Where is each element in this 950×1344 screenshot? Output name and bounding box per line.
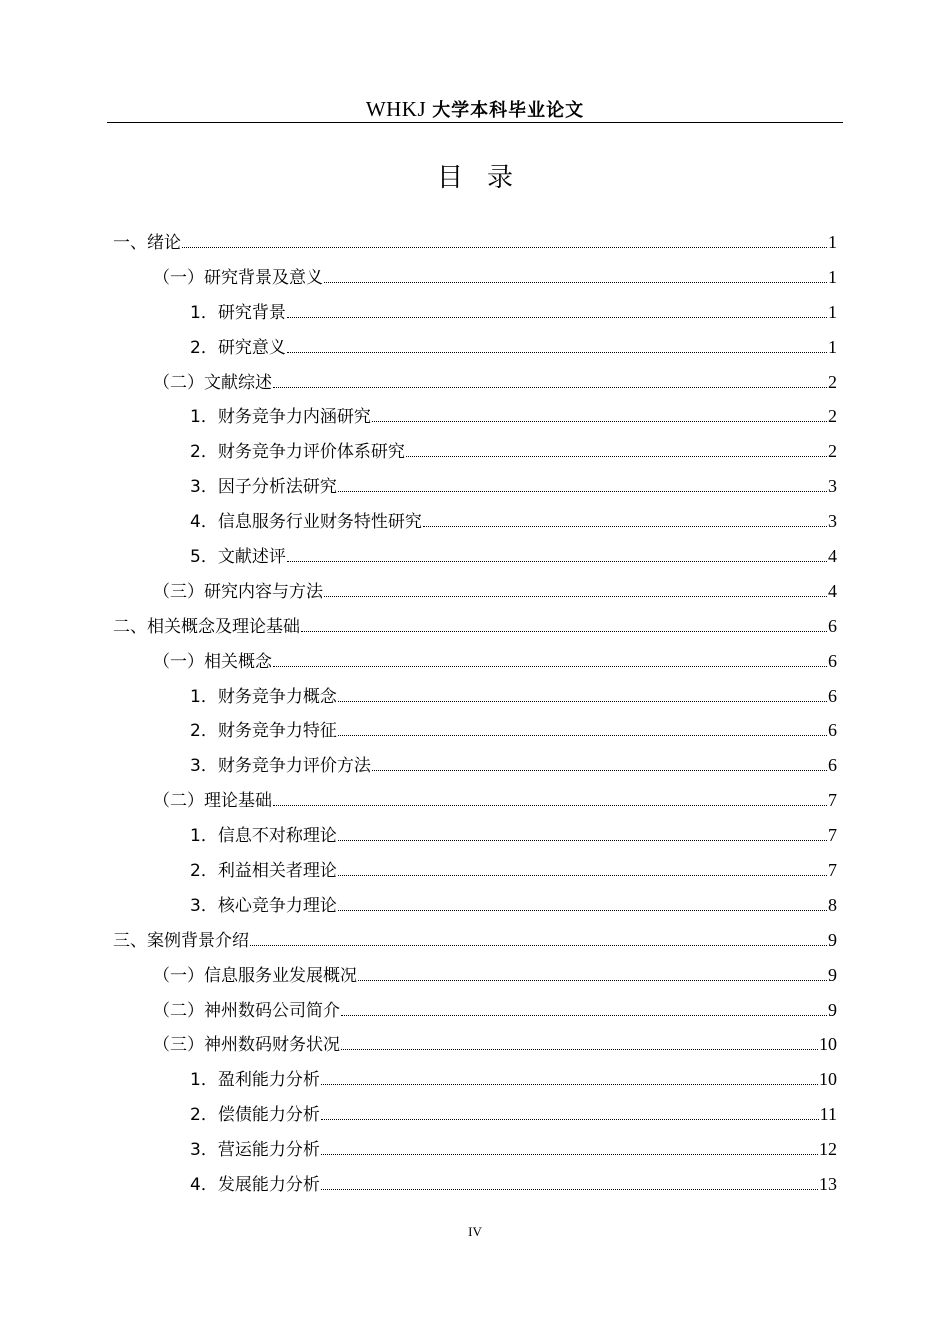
toc-entry-title: 2．财务竞争力特征 (190, 721, 337, 742)
toc-dot-leader (273, 387, 827, 388)
toc-entry-title: （二）文献综述 (153, 372, 272, 393)
toc-entry-title: 1．财务竞争力概念 (190, 686, 337, 707)
toc-entry-title: 三、案例背景介绍 (113, 930, 249, 951)
toc-dot-leader (321, 1119, 819, 1120)
toc-entry-page: 2 (828, 371, 837, 392)
toc-dot-leader (372, 421, 827, 422)
toc-entry-title: （一）相关概念 (153, 651, 272, 672)
toc-entry-title: 4．信息服务行业财务特性研究 (190, 512, 422, 533)
toc-entry-page: 11 (819, 1104, 837, 1125)
toc-dot-leader (321, 1154, 818, 1155)
toc-entry[interactable] (113, 1167, 837, 1202)
toc-entry[interactable] (113, 1132, 837, 1167)
toc-dot-leader (423, 526, 827, 527)
toc-entry-title: 3．因子分析法研究 (190, 477, 337, 498)
toc-entry-page: 4 (828, 580, 837, 601)
toc-dot-leader (273, 805, 827, 806)
header-rule (107, 122, 843, 123)
toc-entry[interactable] (113, 1027, 837, 1062)
toc-dot-leader (338, 735, 827, 736)
toc-entry-title: 3．财务竞争力评价方法 (190, 756, 371, 777)
toc-entry-title: （一）研究背景及意义 (153, 267, 323, 288)
toc-entry[interactable] (113, 993, 837, 1028)
toc-entry[interactable] (113, 853, 837, 888)
toc-entry-title: 4．发展能力分析 (190, 1175, 320, 1196)
toc-entry-title: （二）理论基础 (153, 791, 272, 812)
toc-dot-leader (250, 945, 827, 946)
toc-dot-leader (338, 491, 827, 492)
toc-entry[interactable] (113, 539, 837, 574)
toc-dot-leader (338, 701, 827, 702)
toc-dot-leader (324, 596, 827, 597)
toc-entry[interactable] (113, 260, 837, 295)
toc-entry[interactable] (113, 225, 837, 260)
toc-entry-page: 7 (828, 790, 837, 811)
running-header (107, 96, 843, 122)
toc-entry[interactable] (113, 713, 837, 748)
toc-dot-leader (287, 352, 827, 353)
toc-dot-leader (287, 561, 827, 562)
toc-entry-title: 1．财务竞争力内涵研究 (190, 407, 371, 428)
toc-entry-page: 1 (828, 301, 837, 322)
toc-entry-title: 3．核心竞争力理论 (190, 895, 337, 916)
toc-entry-title: 1．信息不对称理论 (190, 826, 337, 847)
toc-dot-leader (406, 456, 827, 457)
toc-entry[interactable] (113, 818, 837, 853)
toc-entry-page: 2 (828, 441, 837, 462)
toc-entry[interactable] (113, 365, 837, 400)
toc-dot-leader (182, 247, 827, 248)
toc-entry-page: 6 (828, 615, 837, 636)
toc-entry-page: 7 (828, 860, 837, 881)
header-university-thesis: 大学本科毕业论文 (432, 100, 585, 121)
toc-dot-leader (341, 1015, 827, 1016)
toc-dot-leader (338, 840, 827, 841)
toc-entry-title: 2．财务竞争力评价体系研究 (190, 442, 405, 463)
toc-entry-title: 2．研究意义 (190, 337, 286, 358)
toc-entry-title: 一、绪论 (113, 233, 181, 253)
toc-dot-leader (321, 1189, 818, 1190)
toc-entry[interactable] (113, 1062, 837, 1097)
toc-entry-page: 6 (828, 720, 837, 741)
toc-entry-title: （三）神州数码财务状况 (153, 1035, 340, 1056)
toc-entry-page: 10 (819, 1069, 837, 1090)
table-of-contents (113, 225, 837, 1202)
toc-entry-title: （三）研究内容与方法 (153, 581, 323, 602)
toc-entry[interactable] (113, 469, 837, 504)
toc-dot-leader (338, 875, 827, 876)
toc-dot-leader (301, 631, 827, 632)
toc-entry-page: 1 (828, 336, 837, 357)
toc-dot-leader (321, 1084, 818, 1085)
toc-entry-title: 5．文献述评 (190, 547, 286, 568)
page-title: 目录 (436, 163, 537, 193)
toc-entry-page: 12 (819, 1139, 837, 1160)
toc-entry[interactable] (113, 679, 837, 714)
toc-entry-page: 2 (828, 406, 837, 427)
toc-entry-page: 1 (828, 266, 837, 287)
toc-entry[interactable] (113, 574, 837, 609)
toc-dot-leader (287, 317, 827, 318)
toc-entry-page: 6 (828, 755, 837, 776)
toc-entry-title: 2．偿债能力分析 (190, 1105, 320, 1126)
toc-dot-leader (341, 1049, 818, 1050)
toc-entry[interactable] (113, 399, 837, 434)
toc-entry-page: 3 (828, 476, 837, 497)
toc-entry-page: 1 (828, 232, 837, 252)
toc-entry-page: 6 (828, 685, 837, 706)
toc-entry-title: （一）信息服务业发展概况 (153, 965, 357, 986)
toc-entry[interactable] (113, 644, 837, 679)
toc-entry[interactable] (113, 295, 837, 330)
toc-entry-title: （二）神州数码公司简介 (153, 1000, 340, 1021)
page-number: IV (468, 1224, 482, 1239)
toc-entry[interactable] (113, 609, 837, 644)
toc-entry[interactable] (113, 330, 837, 365)
toc-entry[interactable] (113, 958, 837, 993)
toc-entry-page: 9 (828, 929, 837, 950)
toc-entry[interactable] (113, 434, 837, 469)
toc-entry[interactable] (113, 923, 837, 958)
toc-entry-page: 10 (819, 1034, 837, 1055)
toc-entry-page: 6 (828, 650, 837, 671)
toc-entry[interactable] (113, 1097, 837, 1132)
toc-entry-title: 1．盈利能力分析 (190, 1070, 320, 1091)
toc-dot-leader (324, 282, 827, 283)
toc-dot-leader (372, 770, 827, 771)
toc-entry-title: 3．营运能力分析 (190, 1140, 320, 1161)
toc-entry[interactable] (113, 888, 837, 923)
toc-entry-title: 1．研究背景 (190, 302, 286, 323)
toc-entry-page: 4 (828, 546, 837, 567)
header-latin: WHKJ (365, 97, 427, 121)
toc-entry-page: 3 (828, 511, 837, 532)
toc-entry-page: 9 (828, 964, 837, 985)
toc-entry-title: 2．利益相关者理论 (190, 861, 337, 882)
toc-dot-leader (273, 666, 827, 667)
toc-entry-page: 9 (828, 999, 837, 1020)
toc-dot-leader (358, 980, 827, 981)
toc-entry-title: 二、相关概念及理论基础 (113, 616, 300, 637)
toc-entry[interactable] (113, 504, 837, 539)
toc-entry-page: 7 (828, 825, 837, 846)
toc-dot-leader (338, 910, 827, 911)
toc-entry[interactable] (113, 748, 837, 783)
toc-entry-page: 13 (819, 1174, 837, 1195)
toc-entry[interactable] (113, 783, 837, 818)
toc-entry-page: 8 (828, 894, 837, 915)
